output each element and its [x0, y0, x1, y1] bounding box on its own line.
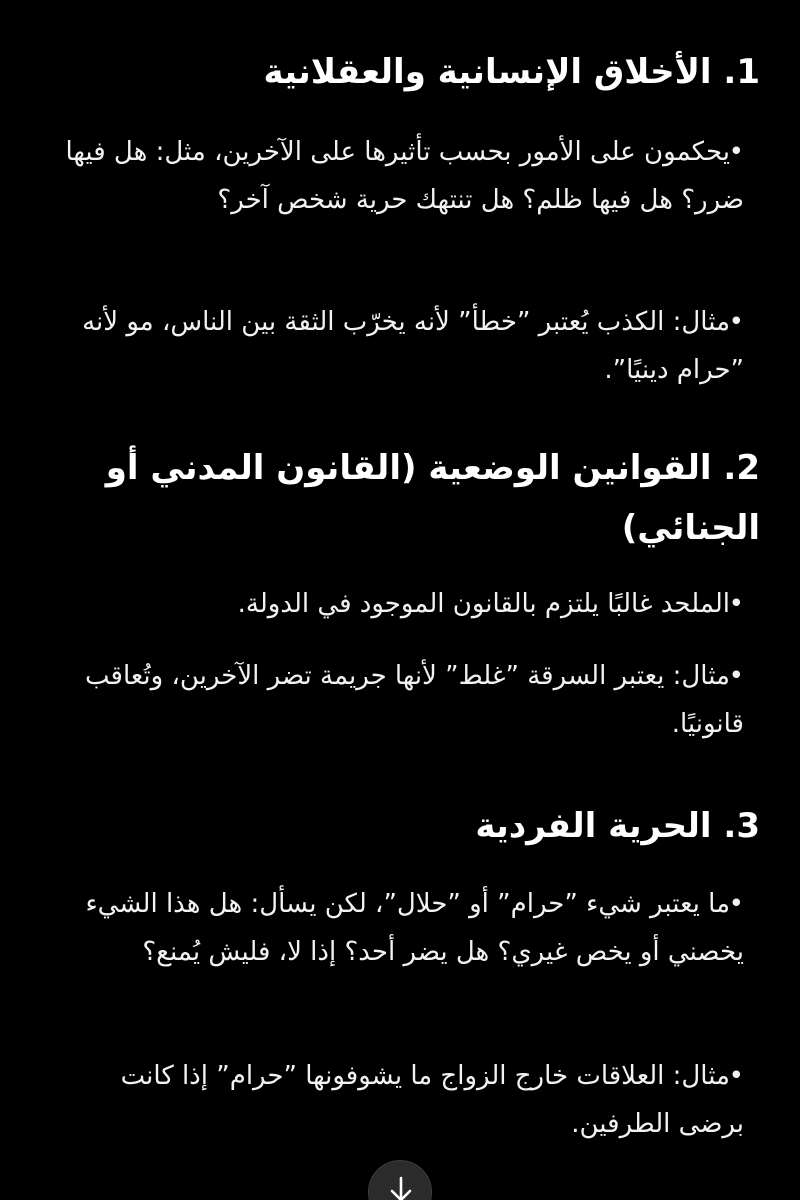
bullet-dot: •	[728, 889, 744, 919]
bullet-text: مثال: يعتبر السرقة ”غلط” لأنها جريمة تضر الآخرين، وتُعاقب قانونيًا.	[85, 661, 744, 739]
bullet-dot: •	[728, 589, 744, 619]
section-1-bullet-1	[56, 128, 744, 224]
section-3-bullet-2	[56, 1052, 744, 1148]
bullet-dot: •	[728, 307, 744, 337]
bullet-text: مثال: العلاقات خارج الزواج ما يشوفونها ”حرام” إذا كانت برضى الطرفين.	[120, 1061, 744, 1139]
bullet-dot: •	[728, 137, 744, 167]
bullet-dot: •	[728, 661, 744, 691]
section-2-bullet-2	[56, 652, 744, 748]
bullet-text: ما يعتبر شيء ”حرام” أو ”حلال”، لكن يسأل: هل هذا الشيء يخصني أو يخص غيري؟ هل يضر أحد؟ إذا لا، فليش يُمنع؟	[85, 889, 744, 967]
section-2-bullet-1	[56, 580, 744, 628]
bullet-text: الملحد غالبًا يلتزم بالقانون الموجود في الدولة.	[237, 589, 730, 619]
section-3-bullet-1	[56, 880, 744, 976]
bullet-text: يحكمون على الأمور بحسب تأثيرها على الآخرين، مثل: هل فيها ضرر؟ هل فيها ظلم؟ هل تنتهك حرية شخص آخر؟	[65, 137, 744, 215]
section-3-heading: 3. الحرية الفردية	[475, 806, 760, 846]
section-2-heading: 2. القوانين الوضعية (القانون المدني أو الجنائي)	[105, 448, 760, 548]
section-1-bullet-2	[56, 298, 744, 394]
bullet-dot: •	[728, 1061, 744, 1091]
arrow-down-icon	[388, 1175, 414, 1200]
bullet-text: مثال: الكذب يُعتبر ”خطأ” لأنه يخرّب الثقة بين الناس، مو لأنه ”حرام دينيًا”.	[82, 307, 744, 385]
section-1-heading: 1. الأخلاق الإنسانية والعقلانية	[263, 52, 760, 92]
